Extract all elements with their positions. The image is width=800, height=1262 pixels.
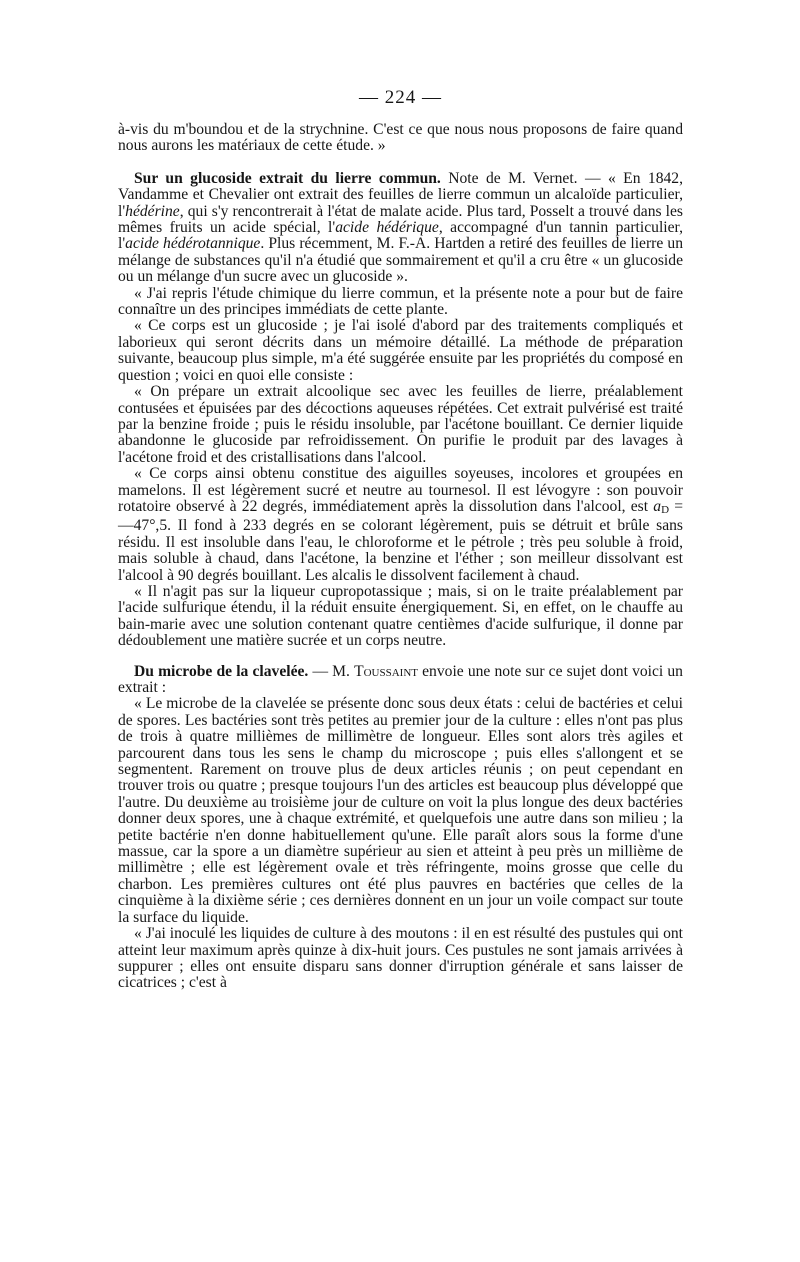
page xyxy=(118,88,683,992)
page-number: — 224 — xyxy=(359,87,442,108)
text-run: Note de M. Vernet. — « En 1842, Vandamme et Chevalier ont extrait des feuilles de lierre commun un alcaloïde particulier, l' xyxy=(118,169,683,220)
section-paragraph-clavelee xyxy=(118,664,683,697)
section-paragraph-glucoside xyxy=(118,171,683,286)
spacer xyxy=(118,650,683,664)
text-run: envoie une note sur ce sujet dont voici un extrait : xyxy=(118,662,683,696)
italic-term: acide hédérotannique xyxy=(125,235,261,253)
italic-term: acide hédérique xyxy=(335,219,439,237)
paragraph: « Il n'agit pas sur la liqueur cupropotassique ; mais, si on le traite préalablement par l'acide sulfurique étendu, il la réduit ensuite énergiquement. Si, en effet, on le chauffe au bain-marie avec une solution contenant quatre centièmes d'acide sulfurique, il donne par dédoublement une matière sucrée et un corps neutre. xyxy=(118,582,683,650)
paragraph: « Ce corps est un glucoside ; je l'ai isolé d'abord par des traitements compliqués et laborieux qui seront décrits dans un mémoire détaillé. La méthode de préparation suivante, beaucoup plus simple, m'a été suggérée ensuite par les propriétés du composé en question ; voici en quoi elle consiste : xyxy=(118,317,683,384)
section-title: Du microbe de la clavelée. xyxy=(134,662,309,680)
text-run: « Ce corps ainsi obtenu constitue des aiguilles soyeuses, incolores et groupées en mamelons. Il est légèrement sucré et neutre au tournesol. Il est lévogyre : son pouvoir rotatoire observé à 22 degrés, immédiatement après la dissolution dans l'alcool, est xyxy=(118,465,683,515)
text-run: , accompagné d'un tannin particulier, l' xyxy=(118,219,683,253)
text-run: . Plus récemment, M. F.-A. Hartden a retiré des feuilles de lierre un mélange de substances qu'il n'a étudié que sommairement et qu'il a cru être « un glucoside ou un mélange d'un sucre avec un glucoside ». xyxy=(118,235,683,286)
subscript: D xyxy=(661,503,670,516)
text-run: — M. xyxy=(308,662,355,680)
spacer xyxy=(118,155,683,171)
paragraph: « J'ai inoculé les liquides de culture à des moutons : il en est résulté des pustules qui ont atteint leur maximum après quinze à dix-huit jours. Ces pustules ne sont jamais arrivées à suppurer ; elles ont ensuite disparu sans donner d'irruption générale et sans laisser de cicatrices ; c'est à xyxy=(118,925,683,992)
text-run: = —47°,5. Il fond à 233 degrés en se colorant légèrement, puis se détruit et brûle sans résidu. Il est insoluble dans l'eau, le chloroforme et le pétrole ; très peu soluble à froid, mais soluble à chaud, dans l'acétone, la benzine et l'éther ; son meilleur dissolvant est l'alcool à 90 degrés bouillant. Les alcalis le dissolvent facilement à chaud. xyxy=(118,497,683,584)
text-run: , qui s'y rencontrerait à l'état de malate acide. Plus tard, Posselt a trouvé dans les mêmes fruits un acide spécial, l' xyxy=(118,202,683,237)
paragraph: « On prépare un extrait alcoolique sec avec les feuilles de lierre, préalablement contusées et épuisées par des décoctions aqueuses répétées. Cet extrait pulvérisé est traité par la benzine froide ; puis le résidu insoluble, par l'acétone bouillant. Ce dernier liquide abandonne le glucoside par refroidissement. On purifie le produit par des lavages à l'acétone froid et des cristallisations dans l'alcool. xyxy=(118,383,683,466)
italic-term: hédérine xyxy=(125,202,180,220)
paragraph: « J'ai repris l'étude chimique du lierre commun, et la présente note a pour but de faire connaître un des principes immédiats de cette plante. xyxy=(118,284,683,319)
paragraph xyxy=(118,466,683,584)
author-name: Toussaint xyxy=(354,662,418,680)
section-title: Sur un glucoside extrait du lierre commun. xyxy=(134,169,441,187)
paragraph: à-vis du m'boundou et de la strychnine. C'est ce que nous nous proposons de faire quand nous aurons les matériaux de cette étude. » xyxy=(118,121,683,155)
italic-symbol: a xyxy=(653,497,662,515)
paragraph: « Le microbe de la clavelée se présente donc sous deux états : celui de bactéries et celui de spores. Les bactéries sont très petites au premier jour de la culture : elles n'ont pas plus de trois à quatre millièmes de millimètre de longueur. Elles sont alors très agiles et parcourent dans tous les sens le champ du microscope ; puis elles s'allongent et se segmentent. Rarement on trouve plus de deux articles réunis ; on peut cependant en trouver trois ou quatre ; presque toujours l'un des articles est beaucoup plus développé que l'autre. Du deuxième au troisième jour de culture on voit la plus longue des deux bactéries donner deux spores, une à chaque extrémité, et quelquefois une autre dans son milieu ; la petite bactérie n'en donne habituellement qu'une. Elle paraît alors sous la forme d'une massue, car la spore a un diamètre supérieur au sien et atteint à peu près un millième de millimètre ; elle est légèrement ovale et très réfringente, moins grosse que celle du charbon. Les premières cultures ont été plus pauvres en bactéries que celles de la cinquième à la dixième série ; ces dernières donnent en un jour un voile compact sur toute la surface du liquide. xyxy=(118,695,683,926)
